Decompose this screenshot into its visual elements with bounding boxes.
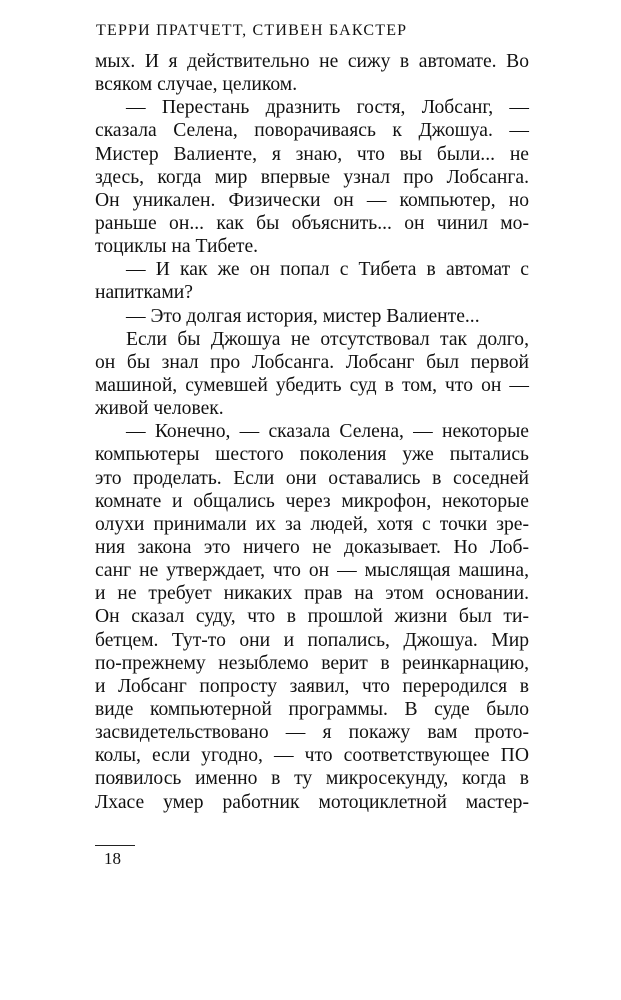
text-line: Если бы Джошуа не отсутствовал так долго, [126, 328, 529, 350]
text-line: тоциклы на Тибете. [95, 236, 259, 258]
text-line: напитками? [95, 282, 193, 304]
text-line: сказала Селена, поворачиваясь к Джошуа. — [95, 120, 529, 142]
text-line: засвидетельствовано — я покажу вам прото- [95, 722, 529, 744]
text-line: виде компьютерной программы. В суде было [95, 698, 529, 720]
text-line: появилось именно в ту микросекунду, когда в [95, 768, 529, 790]
text-line: — И как же он попал с Тибета в автомат с [126, 259, 529, 281]
text-line: — Конечно, — сказала Селена, — некоторые [126, 421, 529, 443]
text-line: раньше он... как бы объяснить... он чинил мо- [95, 212, 529, 234]
running-head: ТЕРРИ ПРАТЧЕТТ, СТИВЕН БАКСТЕР [96, 22, 408, 39]
text-line: Мистер Валиенте, я знаю, что вы были... не [95, 143, 529, 165]
text-line: Он уникален. Физически он — компьютер, но [95, 189, 529, 211]
text-line: и не требует никаких прав на этом основании. [95, 583, 529, 605]
text-line: олухи принимали их за людей, хотя с точки зре- [95, 513, 529, 535]
text-line: санг не утверждает, что он — мыслящая машина, [95, 560, 529, 582]
text-line: компьютеры шестого поколения уже пытались [95, 444, 529, 466]
text-line: Он сказал суду, что в прошлой жизни был ти- [95, 606, 529, 628]
page-number: 18 [104, 849, 121, 868]
text-line: и Лобсанг попросту заявил, что переродился в [95, 675, 529, 697]
text-line: по-прежнему незыблемо верит в реинкарнацию, [95, 652, 529, 674]
text-line: это проделать. Если они оставались в соседней [95, 467, 529, 489]
text-line: Лхасе умер работник мотоциклетной мастер- [95, 791, 529, 813]
body-text [95, 50, 529, 814]
text-line: — Это долгая история, мистер Валиенте... [126, 305, 480, 327]
footer-rule [95, 845, 135, 846]
text-line: машиной, сумевшей убедить суд в том, что он — [95, 374, 529, 396]
text-line: всяком случае, целиком. [95, 74, 298, 96]
text-line: бетцем. Тут-то они и попались, Джошуа. Мир [95, 629, 529, 651]
text-line: — Перестань дразнить гостя, Лобсанг, — [126, 97, 529, 119]
text-line: колы, если угодно, — что соответствующее ПО [95, 745, 529, 767]
text-line: живой человек. [95, 398, 224, 420]
text-line: ния закона это ничего не доказывает. Но Лоб- [95, 536, 529, 558]
text-line: комнате и общались через микрофон, некоторые [95, 490, 529, 512]
text-line: он бы знал про Лобсанга. Лобсанг был первой [95, 351, 529, 373]
text-line: здесь, когда мир впервые узнал про Лобсанга. [95, 166, 529, 188]
text-line: мых. И я действительно не сижу в автомате. Во [95, 51, 529, 72]
